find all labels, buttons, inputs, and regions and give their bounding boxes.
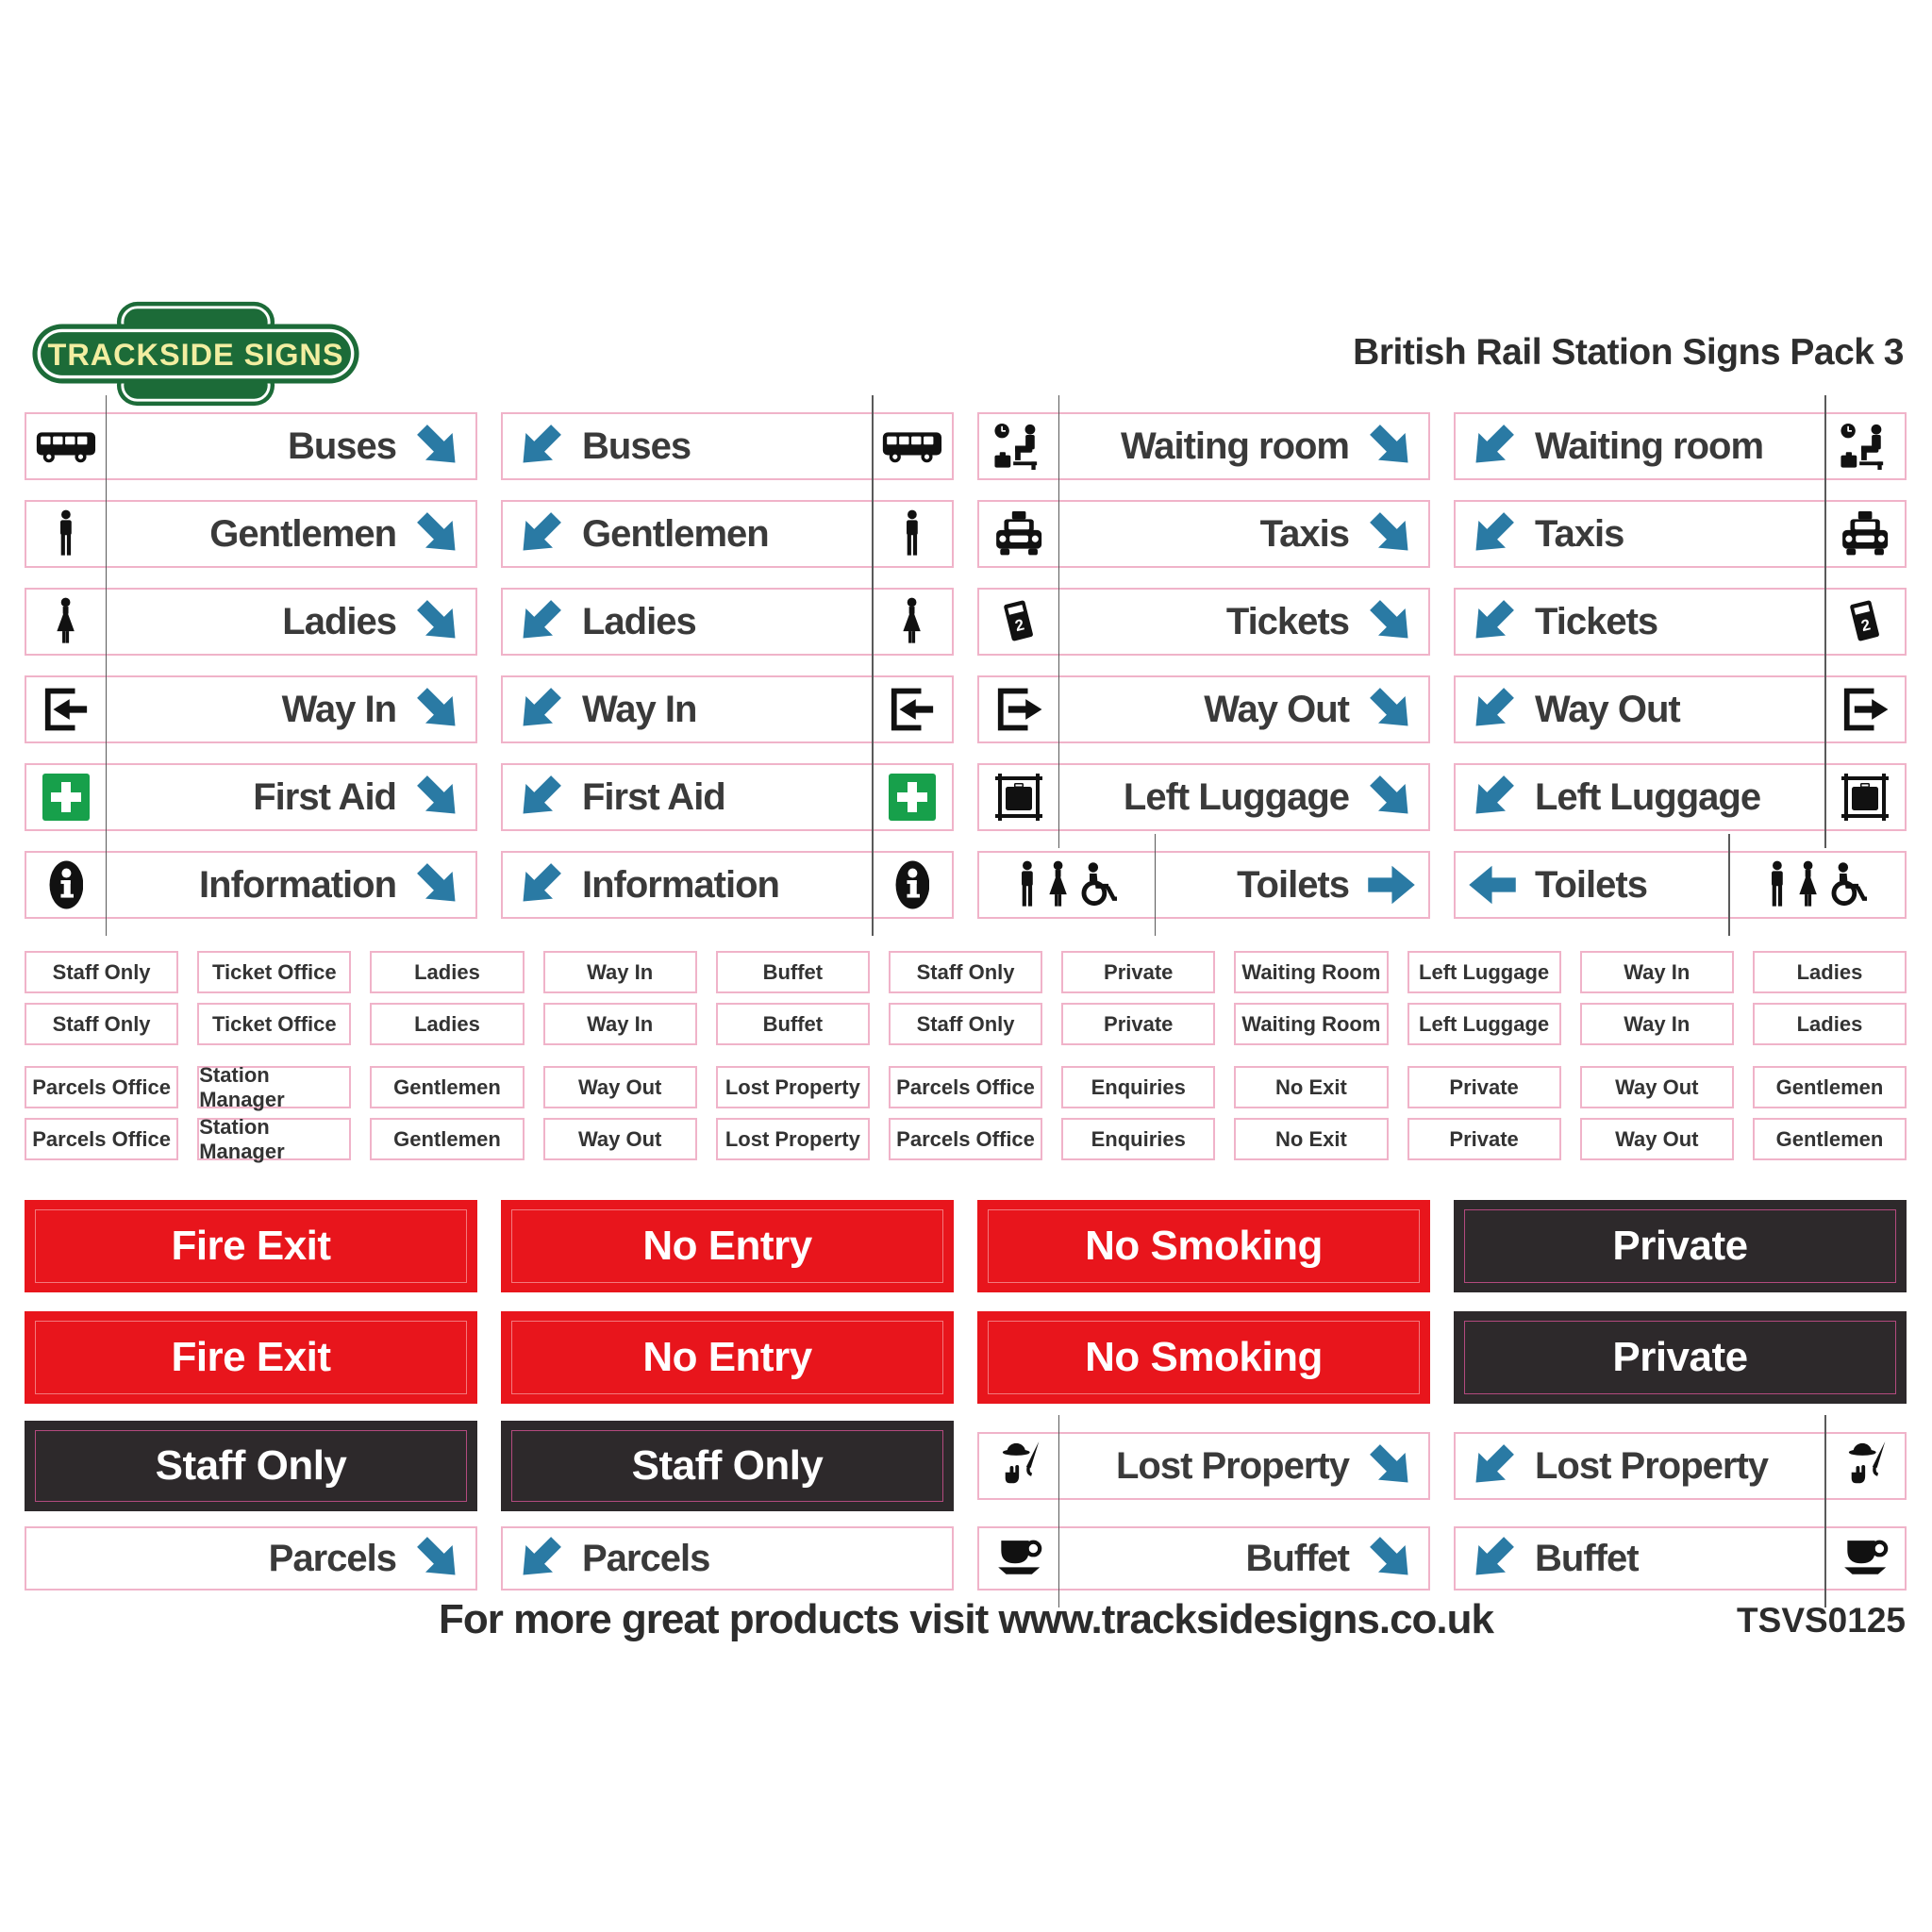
cut-mark xyxy=(106,658,108,760)
sign-label: Fire Exit xyxy=(171,1334,331,1380)
sign-label: Buses xyxy=(582,425,691,467)
cut-mark xyxy=(1058,746,1060,848)
sign-buffet xyxy=(977,1526,1430,1591)
cut-mark xyxy=(1058,1415,1060,1517)
woman-icon xyxy=(873,590,952,654)
small-label-gentlemen: Gentlemen xyxy=(370,1066,524,1108)
arrow-down-left-icon xyxy=(514,859,565,910)
sign-taxis xyxy=(1454,500,1907,568)
arrow-down-right-icon xyxy=(1366,1533,1417,1584)
sign-label: Gentlemen xyxy=(582,512,769,555)
sign-no-smoking xyxy=(977,1311,1430,1404)
sign-label: Lost Property xyxy=(1535,1444,1769,1487)
small-label-left-luggage: Left Luggage xyxy=(1407,1003,1561,1045)
cut-mark xyxy=(106,395,108,497)
cut-mark xyxy=(872,395,874,497)
door-in-icon xyxy=(873,677,952,741)
sign-lost-property xyxy=(977,1432,1430,1500)
sign-way-in xyxy=(501,675,954,743)
sign-label: Buffet xyxy=(1245,1537,1349,1579)
small-label-way-in: Way In xyxy=(543,951,697,993)
cut-mark xyxy=(1824,1415,1826,1517)
small-label-private: Private xyxy=(1061,1003,1215,1045)
sign-waiting-room xyxy=(1454,412,1907,480)
sign-label: Left Luggage xyxy=(1535,775,1761,818)
arrow-down-left-icon xyxy=(1467,684,1518,735)
arrow-down-left-icon xyxy=(1467,596,1518,647)
cut-mark xyxy=(106,571,108,673)
left-luggage-icon xyxy=(1825,765,1905,829)
small-label-private: Private xyxy=(1061,951,1215,993)
sign-buses xyxy=(25,412,477,480)
small-label-staff-only: Staff Only xyxy=(25,1003,178,1045)
buffet-icon xyxy=(1825,1528,1905,1589)
small-label-way-in: Way In xyxy=(543,1003,697,1045)
small-label-parcels-office: Parcels Office xyxy=(889,1118,1042,1160)
small-label-row xyxy=(25,1114,1907,1163)
sign-gentlemen xyxy=(25,500,477,568)
arrow-down-right-icon xyxy=(1366,508,1417,559)
arrow-down-left-icon xyxy=(1467,1441,1518,1491)
first-aid-icon xyxy=(873,765,952,829)
arrow-down-left-icon xyxy=(514,772,565,823)
arrow-down-right-icon xyxy=(413,772,464,823)
taxi-icon xyxy=(1825,502,1905,566)
colored-sign-row xyxy=(25,1200,1907,1292)
sign-label: Tickets xyxy=(1535,600,1658,642)
direction-signs-grid xyxy=(25,412,1907,939)
cut-mark xyxy=(872,571,874,673)
sign-label: Taxis xyxy=(1535,512,1624,555)
cut-mark xyxy=(872,483,874,585)
footer-promo-text: For more great products visit www.tracksidesigns.co.uk xyxy=(438,1596,1493,1642)
small-label-left-luggage: Left Luggage xyxy=(1407,951,1561,993)
sign-lost-property xyxy=(1454,1432,1907,1500)
small-label-ticket-office: Ticket Office xyxy=(197,1003,351,1045)
sign-way-out xyxy=(977,675,1430,743)
arrow-down-right-icon xyxy=(413,596,464,647)
arrow-left-icon xyxy=(1467,859,1518,910)
small-label-staff-only: Staff Only xyxy=(25,951,178,993)
arrow-down-right-icon xyxy=(1366,1441,1417,1491)
sign-parcels xyxy=(25,1526,477,1591)
arrow-down-left-icon xyxy=(1467,421,1518,472)
small-label-no-exit: No Exit xyxy=(1234,1118,1388,1160)
sign-staff-only xyxy=(25,1421,477,1511)
arrow-down-left-icon xyxy=(514,684,565,735)
small-label-row xyxy=(25,1062,1907,1111)
sign-label: Information xyxy=(199,863,396,906)
arrow-down-left-icon xyxy=(514,1533,565,1584)
cut-mark xyxy=(1728,834,1730,936)
waiting-icon xyxy=(979,414,1058,478)
first-aid-icon xyxy=(26,765,106,829)
toilets-icon xyxy=(979,853,1155,917)
bus-icon xyxy=(873,414,952,478)
small-label-no-exit: No Exit xyxy=(1234,1066,1388,1108)
cut-mark xyxy=(1058,395,1060,497)
man-icon xyxy=(26,502,106,566)
toilets-icon xyxy=(1729,853,1905,917)
small-label-ladies: Ladies xyxy=(1753,951,1907,993)
sign-first-aid xyxy=(25,763,477,831)
small-label-parcels-office: Parcels Office xyxy=(889,1066,1042,1108)
sign-label: Staff Only xyxy=(155,1442,347,1489)
sign-no-entry xyxy=(501,1311,954,1404)
small-label-buffet: Buffet xyxy=(716,951,870,993)
sign-first-aid xyxy=(501,763,954,831)
sign-toilets xyxy=(977,851,1430,919)
sign-label: Parcels xyxy=(268,1537,396,1579)
cut-mark xyxy=(1824,395,1826,497)
sign-label: Toilets xyxy=(1237,863,1349,906)
sign-buses xyxy=(501,412,954,480)
arrow-down-right-icon xyxy=(1366,684,1417,735)
colored-sign-row xyxy=(25,1526,1907,1591)
sign-taxis xyxy=(977,500,1430,568)
lost-property-icon xyxy=(979,1434,1058,1498)
sign-label: No Entry xyxy=(642,1223,812,1269)
sign-left-luggage xyxy=(977,763,1430,831)
woman-icon xyxy=(26,590,106,654)
sign-ladies xyxy=(501,588,954,656)
small-label-staff-only: Staff Only xyxy=(889,1003,1042,1045)
sign-ladies xyxy=(25,588,477,656)
sign-label: Ladies xyxy=(582,600,696,642)
product-code: TSVS0125 xyxy=(1737,1601,1906,1640)
info-icon xyxy=(873,853,952,917)
small-label-way-out: Way Out xyxy=(543,1118,697,1160)
arrow-down-left-icon xyxy=(1467,1533,1518,1584)
cut-mark xyxy=(1155,834,1157,936)
left-luggage-icon xyxy=(979,765,1058,829)
sign-no-smoking xyxy=(977,1200,1430,1292)
door-in-icon xyxy=(26,677,106,741)
arrow-down-right-icon xyxy=(413,421,464,472)
colored-signs-grid xyxy=(25,1200,1907,1591)
small-label-station-manager: Station Manager xyxy=(197,1066,351,1108)
sign-label: Way Out xyxy=(1535,688,1680,730)
direction-sign-row xyxy=(25,675,1907,743)
cut-mark xyxy=(1058,571,1060,673)
small-label-way-in: Way In xyxy=(1580,1003,1734,1045)
arrow-right-icon xyxy=(1366,859,1417,910)
sign-label: Toilets xyxy=(1535,863,1647,906)
sign-label: Left Luggage xyxy=(1123,775,1349,818)
small-label-private: Private xyxy=(1407,1118,1561,1160)
small-label-enquiries: Enquiries xyxy=(1061,1066,1215,1108)
sign-label: Way In xyxy=(582,688,697,730)
arrow-down-right-icon xyxy=(413,1533,464,1584)
sign-way-out xyxy=(1454,675,1907,743)
direction-sign-row xyxy=(25,763,1907,831)
colored-sign-row xyxy=(25,1311,1907,1404)
sign-label: Way In xyxy=(281,688,396,730)
sign-label: Waiting room xyxy=(1535,425,1764,467)
sign-tickets xyxy=(1454,588,1907,656)
cut-mark xyxy=(1058,658,1060,760)
sign-label: Gentlemen xyxy=(209,512,396,555)
sign-fire-exit xyxy=(25,1311,477,1404)
page-title: British Rail Station Signs Pack 3 xyxy=(1353,332,1904,373)
small-label-parcels-office: Parcels Office xyxy=(25,1118,178,1160)
ticket-icon xyxy=(1825,590,1905,654)
sign-toilets xyxy=(1454,851,1907,919)
sign-left-luggage xyxy=(1454,763,1907,831)
direction-sign-row xyxy=(25,500,1907,568)
sign-label: First Aid xyxy=(582,775,725,818)
direction-sign-row xyxy=(25,412,1907,480)
arrow-down-right-icon xyxy=(1366,772,1417,823)
ticket-icon xyxy=(979,590,1058,654)
arrow-down-left-icon xyxy=(514,596,565,647)
door-out-icon xyxy=(1825,677,1905,741)
arrow-down-right-icon xyxy=(1366,596,1417,647)
sign-label: Ladies xyxy=(282,600,396,642)
info-icon xyxy=(26,853,106,917)
sign-label: Lost Property xyxy=(1115,1444,1349,1487)
small-label-gentlemen: Gentlemen xyxy=(1753,1066,1907,1108)
small-label-buffet: Buffet xyxy=(716,1003,870,1045)
small-label-way-out: Way Out xyxy=(543,1066,697,1108)
sign-label: No Smoking xyxy=(1085,1334,1323,1380)
cut-mark xyxy=(1824,483,1826,585)
small-label-station-manager: Station Manager xyxy=(197,1118,351,1160)
sign-label: Buffet xyxy=(1535,1537,1639,1579)
sign-private xyxy=(1454,1200,1907,1292)
direction-sign-row xyxy=(25,588,1907,656)
arrow-down-left-icon xyxy=(514,421,565,472)
arrow-down-left-icon xyxy=(1467,772,1518,823)
sign-fire-exit xyxy=(25,1200,477,1292)
cut-mark xyxy=(1824,746,1826,848)
small-label-waiting-room: Waiting Room xyxy=(1234,1003,1388,1045)
cut-mark xyxy=(106,746,108,848)
sign-gentlemen xyxy=(501,500,954,568)
small-label-staff-only: Staff Only xyxy=(889,951,1042,993)
small-label-row xyxy=(25,1003,1907,1045)
small-label-ladies: Ladies xyxy=(1753,1003,1907,1045)
door-out-icon xyxy=(979,677,1058,741)
small-label-lost-property: Lost Property xyxy=(716,1066,870,1108)
sign-label: No Entry xyxy=(642,1334,812,1380)
cut-mark xyxy=(1058,483,1060,585)
sign-label: Parcels xyxy=(582,1537,710,1579)
arrow-down-left-icon xyxy=(514,508,565,559)
sign-way-in xyxy=(25,675,477,743)
small-labels-grid xyxy=(25,951,1907,1163)
cut-mark xyxy=(106,483,108,585)
cut-mark xyxy=(1058,1509,1060,1607)
buffet-icon xyxy=(979,1528,1058,1589)
sign-information xyxy=(25,851,477,919)
arrow-down-right-icon xyxy=(413,859,464,910)
sign-label: Information xyxy=(582,863,779,906)
cut-mark xyxy=(1824,571,1826,673)
arrow-down-right-icon xyxy=(413,508,464,559)
cut-mark xyxy=(872,746,874,848)
direction-sign-row xyxy=(25,851,1907,919)
cut-mark xyxy=(1824,1509,1826,1607)
small-label-private: Private xyxy=(1407,1066,1561,1108)
sign-label: Private xyxy=(1612,1223,1748,1269)
cut-mark xyxy=(106,834,108,936)
sign-waiting-room xyxy=(977,412,1430,480)
small-label-ladies: Ladies xyxy=(370,1003,524,1045)
sign-label: Fire Exit xyxy=(171,1223,331,1269)
small-label-ticket-office: Ticket Office xyxy=(197,951,351,993)
cut-mark xyxy=(1824,658,1826,760)
small-label-way-out: Way Out xyxy=(1580,1066,1734,1108)
svg-text:2: 2 xyxy=(1013,615,1026,636)
sign-label: No Smoking xyxy=(1085,1223,1323,1269)
bus-icon xyxy=(26,414,106,478)
arrow-down-right-icon xyxy=(1366,421,1417,472)
small-label-way-out: Way Out xyxy=(1580,1118,1734,1160)
cut-mark xyxy=(872,658,874,760)
waiting-icon xyxy=(1825,414,1905,478)
small-label-row xyxy=(25,951,1907,993)
sign-label: Buses xyxy=(287,425,396,467)
arrow-down-right-icon xyxy=(413,684,464,735)
sign-buffet xyxy=(1454,1526,1907,1591)
logo-text: TRACKSIDE SIGNS xyxy=(47,337,344,372)
small-label-gentlemen: Gentlemen xyxy=(1753,1118,1907,1160)
man-icon xyxy=(873,502,952,566)
small-label-enquiries: Enquiries xyxy=(1061,1118,1215,1160)
sign-private xyxy=(1454,1311,1907,1404)
cut-mark xyxy=(872,834,874,936)
sign-label: First Aid xyxy=(253,775,396,818)
taxi-icon xyxy=(979,502,1058,566)
small-label-lost-property: Lost Property xyxy=(716,1118,870,1160)
small-label-waiting-room: Waiting Room xyxy=(1234,951,1388,993)
small-label-ladies: Ladies xyxy=(370,951,524,993)
sign-label: Staff Only xyxy=(631,1442,824,1489)
lost-property-icon xyxy=(1825,1434,1905,1498)
sign-staff-only xyxy=(501,1421,954,1511)
arrow-down-left-icon xyxy=(1467,508,1518,559)
svg-text:2: 2 xyxy=(1859,615,1873,636)
sign-no-entry xyxy=(501,1200,954,1292)
sign-label: Tickets xyxy=(1225,600,1349,642)
sign-parcels xyxy=(501,1526,954,1591)
sign-label: Waiting room xyxy=(1120,425,1349,467)
sign-tickets xyxy=(977,588,1430,656)
sign-label: Private xyxy=(1612,1334,1748,1380)
sign-label: Taxis xyxy=(1259,512,1349,555)
small-label-parcels-office: Parcels Office xyxy=(25,1066,178,1108)
trackside-signs-logo xyxy=(28,298,363,414)
sign-label: Way Out xyxy=(1204,688,1349,730)
sign-information xyxy=(501,851,954,919)
colored-sign-row xyxy=(25,1421,1907,1511)
small-label-gentlemen: Gentlemen xyxy=(370,1118,524,1160)
small-label-way-in: Way In xyxy=(1580,951,1734,993)
